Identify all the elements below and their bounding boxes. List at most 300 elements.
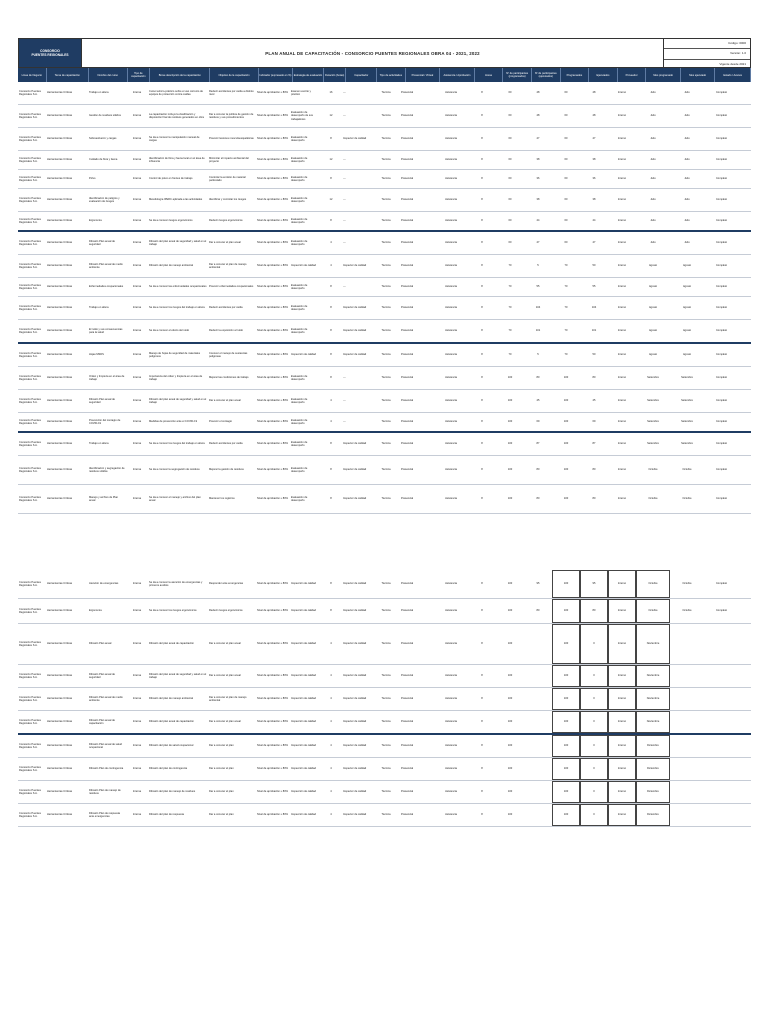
table-cell: Interno: [617, 376, 627, 380]
table-cell: 4: [330, 264, 332, 268]
table-cell: 5: [537, 353, 539, 357]
table-cell: Interno: [617, 177, 627, 181]
table-cell: Agosto: [682, 264, 692, 268]
table-cell: 8: [481, 609, 483, 613]
table-cell: Noviembre: [636, 711, 670, 733]
column-header: Tema de capacitación: [47, 68, 89, 82]
table-cell: Consorcio Puentes Regionales S.A.: [19, 742, 41, 749]
column-header: Asistencia / Aprobación: [440, 68, 475, 82]
table-cell: Asistencia: [445, 497, 457, 501]
table-cell: 8: [481, 399, 483, 403]
table-cell: Inspector de calidad: [343, 767, 367, 771]
table-cell: Nivel de aprobación ≥ 80%: [257, 767, 288, 771]
table-cell: 80: [592, 376, 596, 380]
table-cell: Mejorar las condiciones de trabajo: [209, 376, 249, 380]
table-cell: Asistencia: [445, 642, 457, 646]
table-row: [18, 82, 751, 105]
table-cell: Técnica: [381, 399, 391, 403]
column-header: Línea de Negocio: [18, 68, 47, 82]
table-cell: [704, 781, 739, 803]
table-cell: 100: [552, 688, 580, 710]
table-cell: Asistencia: [445, 697, 457, 701]
table-cell: Completo: [715, 158, 728, 162]
table-cell: Difusión Plan anual de seguridad: [89, 239, 115, 246]
table-cell: 100: [552, 781, 580, 803]
table-cell: 60: [564, 177, 568, 181]
table-cell: Interna: [132, 198, 142, 202]
table-cell: 100: [507, 767, 513, 771]
table-cell: Nivel de aprobación ≥ 80%: [257, 376, 288, 380]
table-cell: Consorcio Puentes Regionales S.A.: [19, 811, 41, 818]
table-cell: Responder ante emergencias: [209, 582, 244, 586]
table-row: [18, 344, 751, 367]
table-cell: Completo: [715, 241, 728, 245]
table-cell: 100: [507, 468, 513, 472]
sheet-header: [18, 38, 751, 68]
table-cell: Inspector de calidad: [343, 353, 367, 357]
table-cell: 8: [481, 198, 483, 202]
table-cell: 8: [330, 582, 332, 586]
table-cell: Octubre: [648, 468, 658, 472]
table-cell: [524, 624, 552, 664]
table-cell: Orden y limpieza en el área de trabajo: [89, 374, 125, 381]
table-cell: Setiembre: [681, 442, 693, 446]
table-cell: 8: [330, 609, 332, 613]
table-cell: [670, 624, 704, 664]
table-cell: Interno: [617, 285, 627, 289]
table-cell: Presencial: [401, 497, 414, 501]
table-cell: Agosto: [648, 264, 658, 268]
table-cell: Nivel de aprobación ≥ 80%: [257, 241, 288, 245]
table-cell: Evaluación de desempeño de sus trabajadores: [291, 111, 313, 121]
table-cell: Medidas de prevención ante el COVID-19: [149, 420, 198, 424]
table-row: [18, 781, 751, 804]
table-cell: 100: [563, 399, 569, 403]
table-cell: 100: [563, 497, 569, 501]
table-cell: Presencial: [401, 720, 414, 724]
table-cell: Herramientas Críticas: [47, 177, 73, 181]
table-cell: Presencial: [401, 158, 414, 162]
table-cell: Técnica: [381, 609, 391, 613]
table-cell: Evaluación de desempeño: [291, 217, 308, 224]
table-cell: 8: [330, 497, 332, 501]
table-cell: Inspector de calidad: [343, 137, 367, 141]
table-cell: 60: [564, 137, 568, 141]
table-cell: Difusión del plan anual de seguridad y salud en el trabajo: [149, 239, 207, 246]
table-cell: 60: [564, 114, 568, 118]
table-cell: 95: [536, 582, 540, 586]
table-cell: Asistencia: [445, 329, 457, 333]
table-cell: Sobreesfuerzo y cargas: [89, 137, 117, 141]
table-cell: Se da a conocer los riesgos del trabajo en altura: [149, 442, 205, 446]
table-cell: Técnica: [381, 420, 391, 424]
table-cell: Setiembre: [647, 399, 659, 403]
table-cell: 104: [535, 306, 541, 310]
table-cell: 80: [536, 609, 540, 613]
table-cell: 60: [564, 198, 568, 202]
table-cell: Herramientas Críticas: [47, 198, 73, 202]
table-cell: Asistencia: [445, 177, 457, 181]
table-row: [18, 255, 751, 278]
table-cell: Nivel de aprobación ≥ 80%: [257, 468, 288, 472]
table-cell: Interna: [132, 264, 142, 268]
table-cell: 70: [564, 329, 568, 333]
table-cell: Agosto: [648, 285, 658, 289]
table-cell: Evaluación de desempeño: [291, 304, 308, 311]
table-cell: Interno: [608, 804, 636, 826]
table-cell: Herramientas Críticas: [47, 697, 73, 701]
table-cell: 101: [591, 329, 597, 333]
table-cell: Control de polvo en frentes de trabajo: [149, 177, 193, 181]
table-cell: Noviembre: [636, 624, 670, 664]
table-cell: [704, 711, 739, 733]
table-cell: 8: [481, 790, 483, 794]
table-cell: Diciembre: [636, 804, 670, 826]
table-cell: Julio: [650, 137, 656, 141]
table-cell: Nivel de aprobación ≥ 80%: [257, 642, 288, 646]
table-cell: [670, 688, 704, 710]
table-cell: 8: [481, 767, 483, 771]
table-cell: Técnica: [381, 468, 391, 472]
table-cell: Presencial: [401, 790, 414, 794]
table-cell: 60: [508, 137, 512, 141]
table-cell: Setiembre: [681, 399, 693, 403]
column-header: Ejecutados: [589, 68, 618, 82]
table-cell: Inspector de calidad: [343, 442, 367, 446]
table-cell: Octubre: [682, 468, 692, 472]
table-row: [18, 297, 751, 320]
table-cell: 0: [580, 781, 608, 803]
table-cell: Presencial: [401, 198, 414, 202]
table-cell: [704, 665, 739, 687]
meta-valid-from: Vigente desde 2021: [719, 61, 746, 66]
table-cell: Nivel de aprobación ≥ 80%: [257, 582, 288, 586]
table-cell: 4: [330, 420, 332, 424]
table-cell: Interno: [608, 624, 636, 664]
table-cell: Nivel de aprobación ≥ 80%: [257, 813, 288, 817]
table-cell: Evaluación de desempeño: [291, 397, 308, 404]
table-cell: Difusión del plan de respuesta: [149, 813, 184, 817]
table-cell: Identificación de peligros y evaluación de riesgos: [89, 196, 120, 203]
table-row: [18, 758, 751, 781]
table-cell: Interna: [132, 813, 142, 817]
table-cell: Dar a conocer el plan: [209, 813, 234, 817]
table-cell: Interno: [617, 420, 627, 424]
table-cell: Nivel de aprobación ≥ 80%: [257, 720, 288, 724]
table-cell: Nivel de aprobación ≥ 80%: [257, 674, 288, 678]
table-cell: Examen escrito y práctico: [291, 89, 311, 96]
table-cell: Metodología IPERC aplicada a las actividades: [149, 198, 203, 202]
table-cell: 100: [563, 442, 569, 446]
table-cell: Nivel de aprobación ≥ 80%: [257, 91, 288, 95]
table-cell: Herramientas Críticas: [47, 609, 73, 613]
table-cell: 8: [481, 468, 483, 472]
table-cell: Asistencia: [445, 306, 457, 310]
table-cell: Julio: [684, 219, 690, 223]
table-cell: Herramientas Críticas: [47, 582, 73, 586]
table-cell: Herramientas Críticas: [47, 674, 73, 678]
column-header: Estrategia de evaluación: [293, 68, 324, 82]
table-cell: Nivel de aprobación ≥ 80%: [257, 329, 288, 333]
table-cell: Técnica: [381, 744, 391, 748]
table-cell: 8: [481, 219, 483, 223]
table-cell: Interno: [608, 781, 636, 803]
table-row: [18, 433, 751, 456]
table-cell: Difusión Plan anual de capacitación: [89, 718, 115, 725]
table-cell: Consorcio Puentes Regionales S.A.: [19, 351, 41, 358]
table-cell: Consorcio Puentes Regionales S.A.: [19, 239, 41, 246]
table-cell: 100: [507, 582, 513, 586]
table-cell: Inspector de calidad: [343, 609, 367, 613]
table-cell: Nivel de aprobación ≥ 80%: [257, 158, 288, 162]
table-cell: Se da a conocer los riesgos ergonómicos: [149, 609, 197, 613]
table-cell: 80: [536, 497, 540, 501]
table-cell: 8: [330, 306, 332, 310]
table-cell: Consorcio Puentes Regionales S.A.: [19, 580, 41, 587]
table-cell: Dar a conocer la política de gestión de residuos y sus procedimientos: [209, 112, 254, 119]
table-cell: Consorcio Puentes Regionales S.A.: [19, 695, 41, 702]
table-cell: Evaluación de desempeño: [291, 327, 308, 334]
table-cell: Noviembre: [636, 688, 670, 710]
table-cell: ---: [343, 198, 346, 202]
table-cell: 69: [536, 420, 540, 424]
column-header: Mes ejecutado: [681, 68, 716, 82]
table-cell: Nivel de aprobación ≥ 80%: [257, 177, 288, 181]
table-cell: 36: [536, 177, 540, 181]
table-cell: Interno: [608, 711, 636, 733]
table-cell: 80: [592, 497, 596, 501]
table-cell: Mejorar la gestión de residuos: [209, 468, 244, 472]
table-cell: 70: [564, 264, 568, 268]
table-cell: 87: [592, 442, 596, 446]
table-cell: 100: [552, 711, 580, 733]
table-cell: 8: [481, 582, 483, 586]
table-cell: Asistencia: [445, 767, 457, 771]
table-cell: Julio: [650, 91, 656, 95]
table-cell: [704, 624, 739, 664]
table-cell: Agosto: [648, 306, 658, 310]
table-cell: Interno: [608, 758, 636, 780]
table-cell: Asistencia: [445, 442, 457, 446]
table-cell: 100: [552, 665, 580, 687]
table-cell: Mantener los registros: [209, 497, 235, 501]
table-cell: Presencial: [401, 468, 414, 472]
table-cell: Asistencia: [445, 376, 457, 380]
table-cell: 100: [507, 813, 513, 817]
table-cell: 80: [580, 599, 608, 623]
table-cell: Consorcio Puentes Regionales S.A.: [19, 156, 41, 163]
table-cell: Herramientas Críticas: [47, 285, 73, 289]
table-cell: Diciembre: [636, 758, 670, 780]
table-cell: Interna: [132, 642, 142, 646]
table-cell: Julio: [650, 177, 656, 181]
table-cell: 8: [330, 285, 332, 289]
table-cell: Evaluación de desempeño: [291, 418, 308, 425]
table-cell: Completo: [715, 376, 728, 380]
column-header: Estado / Avance: [715, 68, 751, 82]
table-cell: 100: [552, 570, 580, 598]
table-cell: Inspector de calidad: [343, 744, 367, 748]
table-cell: 4: [330, 767, 332, 771]
table-cell: Difusión del plan de salud ocupacional: [149, 744, 194, 748]
table-cell: 8: [481, 744, 483, 748]
table-cell: Inspector de calidad: [343, 468, 367, 472]
table-row: [18, 624, 751, 665]
table-cell: Consorcio Puentes Regionales S.A.: [19, 765, 41, 772]
table-cell: 100: [552, 735, 580, 757]
table-cell: Polvo: [89, 177, 96, 181]
table-cell: Técnica: [381, 790, 391, 794]
table-cell: Difusión Plan de respuesta ante emergencias: [89, 811, 120, 818]
table-cell: 100: [507, 399, 513, 403]
table-cell: Completo: [715, 306, 728, 310]
table-cell: Asistencia: [445, 420, 457, 424]
table-cell: 12: [329, 114, 333, 118]
table-cell: Dar a conocer el plan anual: [209, 642, 241, 646]
table-cell: 8: [481, 114, 483, 118]
table-cell: 48: [592, 91, 596, 95]
table-cell: ---: [343, 399, 346, 403]
table-cell: Técnica: [381, 114, 391, 118]
table-cell: Setiembre: [681, 376, 693, 380]
table-cell: Inspección de calidad: [291, 720, 316, 724]
table-cell: Completo: [715, 264, 728, 268]
table-row: [18, 413, 751, 433]
table-cell: 47: [592, 241, 596, 245]
table-cell: Consorcio Puentes Regionales S.A.: [19, 327, 41, 334]
table-cell: Consorcio Puentes Regionales S.A.: [19, 135, 41, 142]
table-cell: 0: [580, 688, 608, 710]
table-cell: ---: [343, 420, 346, 424]
table-cell: Setiembre: [681, 420, 693, 424]
table-cell: Interna: [132, 353, 142, 357]
table-body: [18, 570, 751, 827]
table-cell: Julio: [650, 241, 656, 245]
table-row: [18, 320, 751, 344]
table-cell: 100: [507, 420, 513, 424]
table-cell: Herramientas Críticas: [47, 790, 73, 794]
table-cell: Interno: [617, 442, 627, 446]
table-cell: Difusión Plan anual de medio ambiente: [89, 695, 123, 702]
table-cell: [524, 781, 552, 803]
table-cell: Agosto: [648, 329, 658, 333]
table-cell: Consorcio Puentes Regionales S.A.: [19, 607, 41, 614]
table-row: [18, 170, 751, 189]
table-cell: La capacitación incluye la clasificación y disposición final de residuos generados en obra: [149, 112, 204, 119]
table-cell: Técnica: [381, 442, 391, 446]
table-cell: 45: [592, 399, 596, 403]
table-cell: Inspección de calidad: [291, 674, 316, 678]
table-cell: Agosto: [682, 285, 692, 289]
table-cell: 8: [481, 353, 483, 357]
table-cell: Evaluación de desempeño: [291, 495, 308, 502]
table-cell: Interno: [617, 497, 627, 501]
table-cell: Interna: [132, 744, 142, 748]
table-cell: Nivel de aprobación ≥ 80%: [257, 114, 288, 118]
plan-sheet-page-2: [18, 570, 751, 827]
table-cell: Evaluación de desempeño: [291, 283, 308, 290]
table-cell: Inspección de calidad: [291, 264, 316, 268]
table-cell: Inspector de calidad: [343, 674, 367, 678]
table-cell: Completo: [715, 329, 728, 333]
table-cell: Interno: [617, 264, 627, 268]
table-cell: Consorcio Puentes Regionales S.A.: [19, 283, 41, 290]
table-cell: Interna: [132, 442, 142, 446]
table-cell: Técnica: [381, 306, 391, 310]
table-cell: Herramientas Críticas: [47, 219, 73, 223]
table-cell: 100: [507, 790, 513, 794]
table-cell: 8: [481, 720, 483, 724]
table-cell: Asistencia: [445, 674, 457, 678]
table-cell: Asistencia: [445, 158, 457, 162]
table-cell: Dar a conocer el plan: [209, 744, 234, 748]
table-cell: 8: [481, 241, 483, 245]
table-cell: Técnica: [381, 329, 391, 333]
table-cell: [704, 688, 739, 710]
table-cell: 0: [580, 804, 608, 826]
table-cell: Presencial: [401, 697, 414, 701]
table-cell: Difusión Plan anual de seguridad: [89, 397, 115, 404]
table-cell: Se da a conocer las enfermedades ocupacionales: [149, 285, 207, 289]
table-cell: Manejo y archivo de Plan anual: [89, 495, 119, 502]
table-cell: Julio: [684, 114, 690, 118]
table-cell: 5: [537, 264, 539, 268]
table-cell: Nivel de aprobación ≥ 80%: [257, 609, 288, 613]
table-cell: Prevención del contagio de COVID-19: [89, 418, 121, 425]
table-cell: 38: [536, 198, 540, 202]
table-cell: 16: [329, 91, 333, 95]
table-cell: Presencial: [401, 767, 414, 771]
document-title: PLAN ANUAL DE CAPACITACIÓN - CONSORCIO PUENTES REGIONALES OBRA 04 - 2021, 2022: [81, 39, 664, 67]
table-cell: 4: [330, 813, 332, 817]
table-cell: Nivel de aprobación ≥ 80%: [257, 497, 288, 501]
table-cell: Técnica: [381, 91, 391, 95]
table-cell: Evaluación de desempeño: [291, 196, 308, 203]
table-cell: Asistencia: [445, 813, 457, 817]
table-cell: 45: [536, 399, 540, 403]
table-cell: Diciembre: [636, 735, 670, 757]
table-cell: Inspector de calidad: [343, 264, 367, 268]
table-cell: Interna: [132, 720, 142, 724]
table-cell: Prevenir lesiones musculoesqueléticas: [209, 137, 254, 141]
table-cell: Presencial: [401, 813, 414, 817]
table-cell: Técnica: [381, 497, 391, 501]
table-cell: Presencial: [401, 744, 414, 748]
table-cell: 8: [481, 813, 483, 817]
table-cell: Inspector de calidad: [343, 697, 367, 701]
table-cell: Minimizar el impacto ambiental del proyecto: [209, 156, 249, 163]
table-cell: ---: [343, 219, 346, 223]
table-cell: Herramientas Críticas: [47, 114, 73, 118]
table-cell: Se da a conocer la manipulación manual de cargas: [149, 135, 200, 142]
table-cell: Interno: [617, 399, 627, 403]
column-header-row: [18, 68, 751, 82]
table-cell: Técnica: [381, 642, 391, 646]
table-cell: Octubre: [636, 599, 670, 623]
table-cell: Inspector de calidad: [343, 582, 367, 586]
table-cell: 69: [592, 420, 596, 424]
plan-sheet-page-1: [18, 38, 751, 514]
table-cell: Presencial: [401, 420, 414, 424]
table-cell: Nivel de aprobación ≥ 80%: [257, 697, 288, 701]
table-cell: Inspección de calidad: [291, 609, 316, 613]
table-cell: 4: [330, 790, 332, 794]
table-cell: Dar a conocer el plan: [209, 767, 234, 771]
table-cell: 70: [564, 306, 568, 310]
table-cell: Técnica: [381, 219, 391, 223]
table-cell: Consorcio Puentes Regionales S.A.: [19, 262, 41, 269]
table-cell: 8: [481, 442, 483, 446]
